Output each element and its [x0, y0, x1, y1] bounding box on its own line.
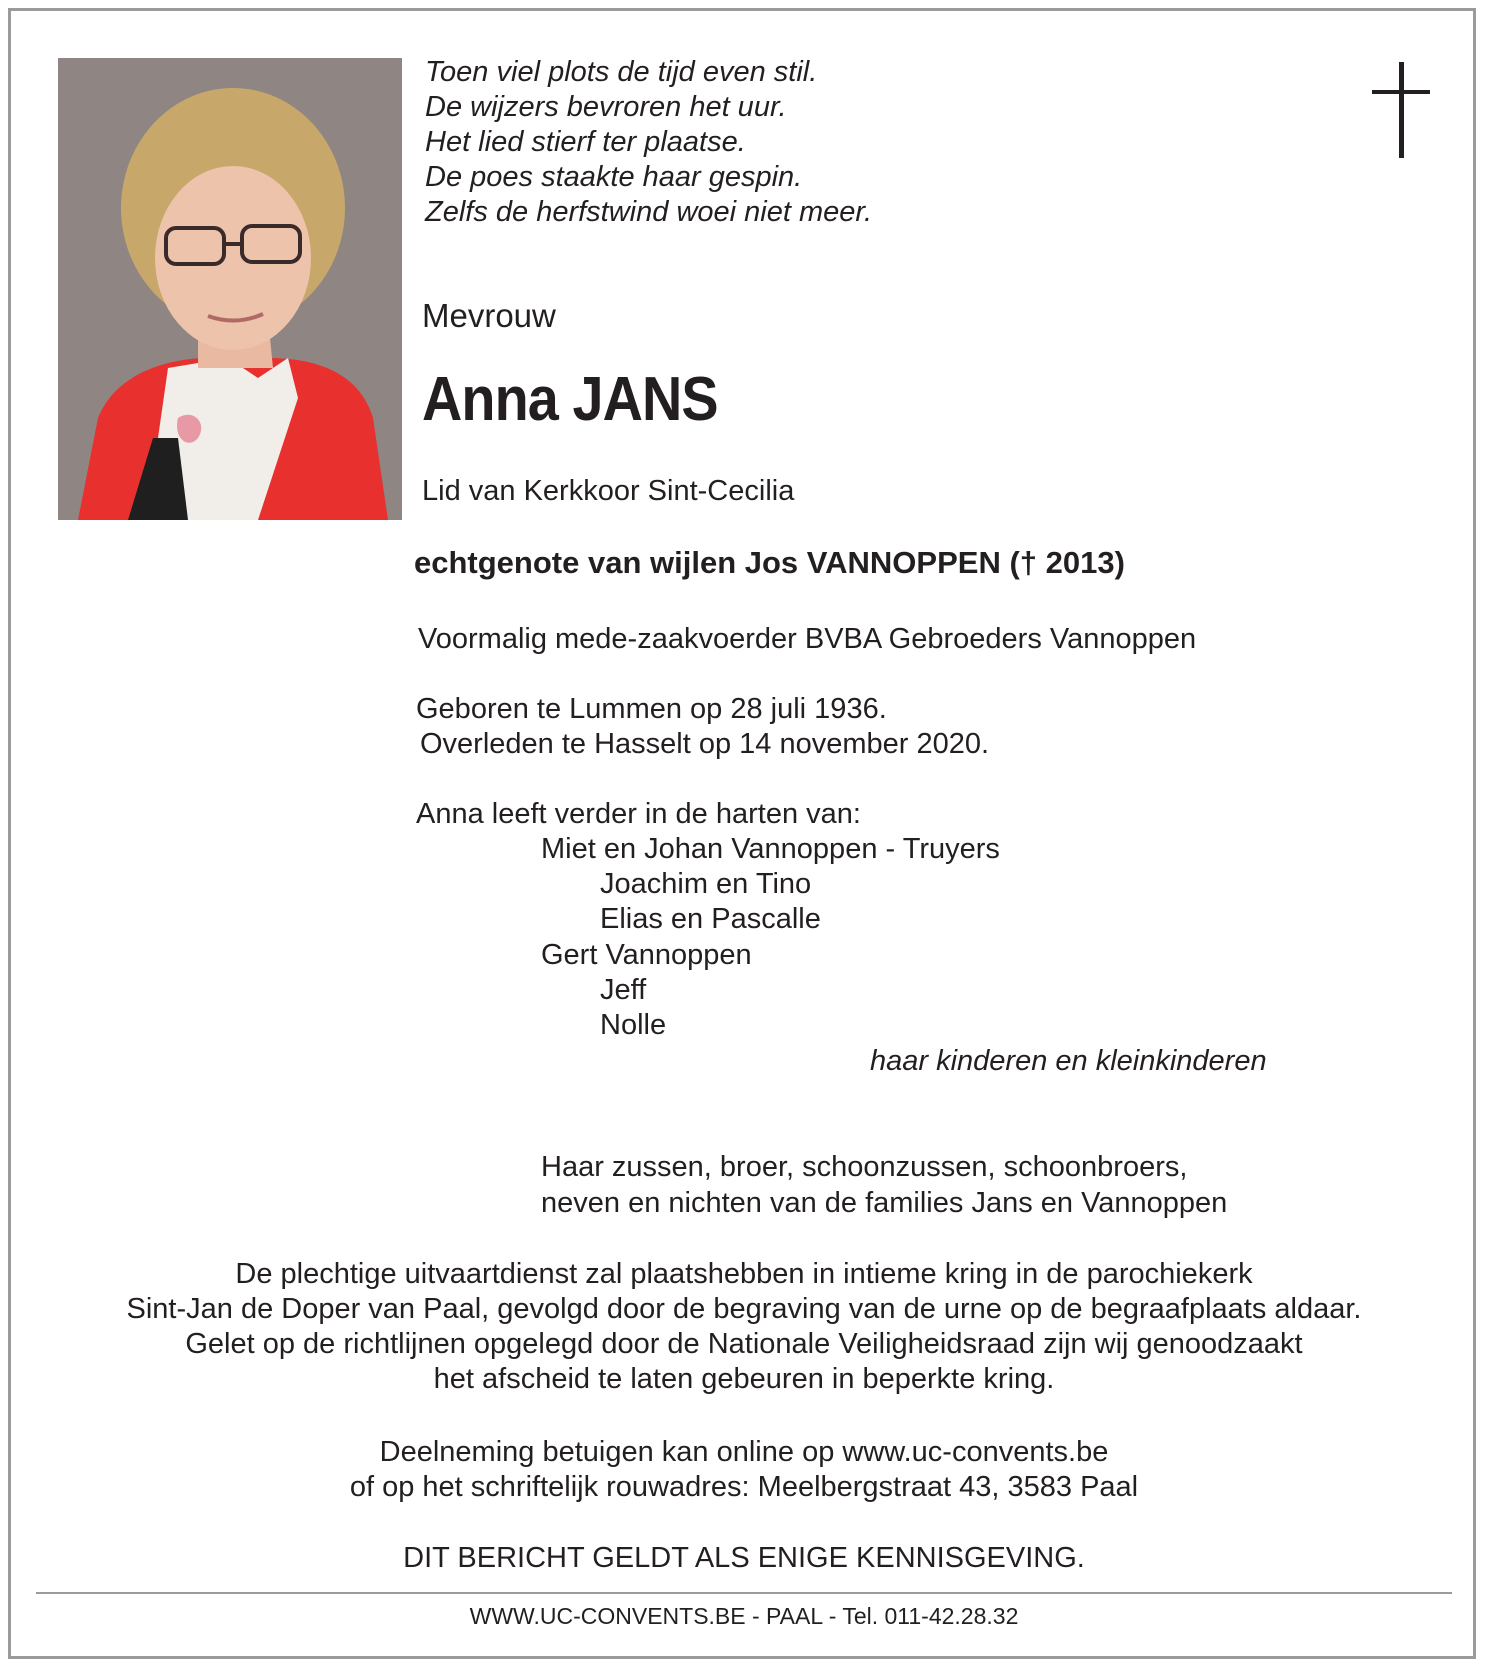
footer-divider [36, 1592, 1452, 1594]
birth-line: Geboren te Lummen op 28 juli 1936. [416, 693, 887, 725]
poem-line: Toen viel plots de tijd even stil. [425, 56, 818, 88]
family-child: Gert Vannoppen [541, 939, 752, 971]
service-block [40, 1257, 1448, 1397]
condolences-block [40, 1435, 1448, 1505]
occupation: Voormalig mede-zaakvoerder BVBA Gebroeders Vannoppen [418, 623, 1197, 655]
portrait-photo [58, 58, 402, 520]
spouse-line: echtgenote van wijlen Jos VANNOPPEN († 2013) [414, 545, 1125, 580]
deceased-name: Anna JANS [422, 365, 718, 434]
service-line: De plechtige uitvaartdienst zal plaatshebben in intieme kring in de parochiekerk [235, 1258, 1253, 1290]
membership: Lid van Kerkkoor Sint-Cecilia [422, 475, 795, 507]
latin-cross-icon [1372, 62, 1430, 158]
condolences-line: Deelneming betuigen kan online op www.uc-convents.be [379, 1436, 1109, 1468]
poem-line: De wijzers bevroren het uur. [425, 91, 787, 123]
service-line: het afscheid te laten gebeuren in beperkte kring. [433, 1363, 1055, 1395]
service-line: Gelet op de richtlijnen opgelegd door de Nationale Veiligheidsraad zijn wij genoodzaakt [185, 1328, 1303, 1360]
poem [425, 55, 872, 230]
title-prefix: Mevrouw [422, 297, 556, 334]
footer-contact: WWW.UC-CONVENTS.BE - PAAL - Tel. 011-42.28.32 [469, 1603, 1019, 1629]
service-line: Sint-Jan de Doper van Paal, gevolgd door de begraving van de urne op de begraafplaats aldaar. [126, 1293, 1362, 1325]
portrait-illustration [58, 58, 402, 520]
condolences-line: of op het schriftelijk rouwadres: Meelbergstraat 43, 3583 Paal [349, 1471, 1139, 1503]
family-grandchild: Jeff [600, 974, 647, 1006]
family-grandchild: Joachim en Tino [600, 868, 812, 900]
poem-line: Het lied stierf ter plaatse. [425, 126, 746, 158]
survived-intro: Anna leeft verder in de harten van: [416, 798, 861, 830]
family-grandchild: Nolle [600, 1009, 667, 1041]
death-line: Overleden te Hasselt op 14 november 2020. [420, 728, 990, 760]
family-child: Miet en Johan Vannoppen - Truyers [541, 833, 1000, 865]
family-grandchild: Elias en Pascalle [600, 903, 821, 935]
notice-text: DIT BERICHT GELDT ALS ENIGE KENNISGEVING. [403, 1542, 1085, 1574]
relatives-line: Haar zussen, broer, schoonzussen, schoonbroers, [541, 1151, 1188, 1183]
relatives-line: neven en nichten van de families Jans en Vannoppen [541, 1187, 1228, 1219]
family-caption: haar kinderen en kleinkinderen [870, 1045, 1267, 1077]
poem-line: Zelfs de herfstwind woei niet meer. [425, 196, 873, 228]
notice [40, 1541, 1448, 1576]
poem-line: De poes staakte haar gespin. [425, 161, 803, 193]
